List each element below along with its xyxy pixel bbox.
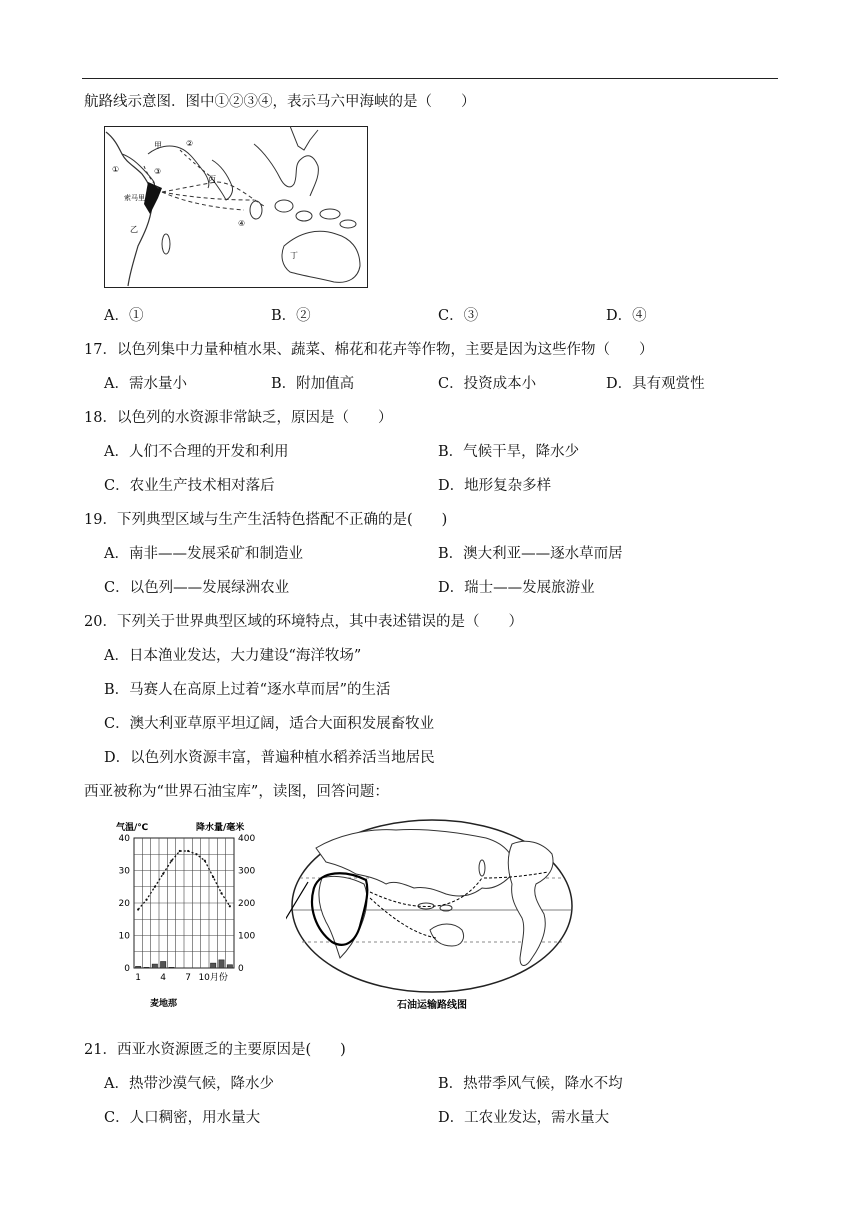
temp-point — [145, 899, 147, 901]
temp-point — [162, 873, 164, 875]
q20-option-c[interactable]: C．澳大利亚草原平坦辽阔，适合大面积发展畜牧业 — [104, 716, 435, 732]
q21-option-c[interactable]: C．人口稠密，用水量大 — [104, 1110, 261, 1126]
label-somali: 索马里 — [124, 194, 145, 202]
q20-option-b[interactable]: B．马赛人在高原上过着“逐水草而居”的生活 — [104, 682, 391, 698]
right-tick-label: 300 — [238, 866, 256, 877]
left-tick-label: 20 — [118, 899, 130, 909]
temp-point — [229, 905, 231, 907]
left-tick-label: 30 — [118, 866, 130, 877]
left-tick-label: 40 — [118, 834, 130, 844]
q17-option-b[interactable]: B．附加值高 — [271, 376, 355, 392]
precip-bar — [161, 962, 166, 969]
q21-stem: 21．西亚水资源匮乏的主要原因是( ) — [84, 1042, 346, 1058]
label-bing: 丙 — [208, 175, 216, 184]
month-tick-label: 10月份 — [198, 973, 228, 983]
label-circle-2: ② — [186, 139, 194, 148]
right-tick-label: 200 — [238, 899, 256, 909]
q21-option-a[interactable]: A．热带沙漠气候，降水少 — [104, 1076, 274, 1092]
world-map-caption: 石油运输路线图 — [397, 1000, 467, 1011]
q20-option-d[interactable]: D．以色列水资源丰富，普遍种植水稻养活当地居民 — [104, 750, 435, 766]
precip-bar — [211, 963, 216, 968]
q19-option-b[interactable]: B．澳大利亚——逐水草而居 — [438, 546, 623, 562]
q19-stem: 19．下列典型区域与生产生活特色搭配不正确的是( ) — [84, 512, 448, 528]
q16-option-a[interactable]: A．① — [104, 308, 144, 324]
q19-option-d[interactable]: D．瑞士——发展旅游业 — [438, 580, 595, 596]
temp-point — [170, 860, 172, 862]
precip-bar — [136, 966, 141, 968]
temp-point — [220, 892, 222, 894]
label-yi: 乙 — [130, 225, 138, 234]
precip-bar — [219, 960, 224, 968]
q18-option-a[interactable]: A．人们不合理的开发和利用 — [104, 444, 289, 460]
temp-point — [187, 850, 189, 852]
label-circle-3: ③ — [154, 167, 162, 176]
precip-bar — [227, 965, 232, 968]
precip-bar — [152, 964, 157, 968]
temp-point — [212, 876, 214, 878]
temp-axis-label: 气温/℃ — [116, 823, 149, 833]
q16-option-c[interactable]: C．③ — [438, 308, 479, 324]
q17-stem: 17．以色列集中力量种植水果、蔬菜、棉花和花卉等作物，主要是因为这些作物（ ） — [84, 342, 654, 358]
q18-option-c[interactable]: C．农业生产技术相对落后 — [104, 478, 275, 494]
q17-option-c[interactable]: C．投资成本小 — [438, 376, 537, 392]
q16-option-d[interactable]: D．④ — [606, 308, 647, 324]
q18-stem: 18．以色列的水资源非常缺乏，原因是（ ） — [84, 410, 393, 426]
precip-axis-label: 降水量/毫米 — [196, 823, 245, 833]
label-circle-1: ① — [112, 165, 120, 174]
month-tick-label: 4 — [160, 973, 167, 983]
chart-grid — [134, 838, 234, 968]
q16-option-b[interactable]: B．② — [271, 308, 311, 324]
label-circle-4: ④ — [238, 219, 246, 228]
oil-route-world-map — [286, 818, 576, 1016]
temp-point — [154, 886, 156, 888]
left-tick-label: 10 — [118, 931, 130, 942]
month-tick-label: 1 — [135, 973, 142, 983]
right-tick-label: 100 — [238, 931, 256, 942]
city-label: 麦地那 — [150, 999, 178, 1009]
precip-bar — [144, 967, 149, 968]
top-rule — [82, 78, 778, 79]
right-tick-label: 0 — [238, 964, 244, 974]
temp-point — [204, 860, 206, 862]
shipping-route-map — [104, 126, 368, 288]
q21-option-b[interactable]: B．热带季风气候，降水不均 — [438, 1076, 623, 1092]
q20-stem: 20．下列关于世界典型区域的环境特点，其中表述错误的是（ ） — [84, 614, 523, 630]
temp-point — [195, 853, 197, 855]
temp-point — [179, 850, 181, 852]
climate-chart — [112, 818, 282, 1016]
intro-line: 航路线示意图．图中①②③④，表示马六甲海峡的是（ ） — [84, 94, 476, 110]
passage: 西亚被称为“世界石油宝库”，读图，回答问题： — [84, 784, 389, 800]
q18-option-b[interactable]: B．气候干旱，降水少 — [438, 444, 580, 460]
q21-option-d[interactable]: D．工农业发达，需水量大 — [438, 1110, 610, 1126]
q17-option-d[interactable]: D．具有观赏性 — [606, 376, 705, 392]
right-tick-label: 400 — [238, 834, 256, 844]
precip-bar — [169, 967, 174, 968]
label-ding: 丁 — [290, 251, 298, 260]
temp-point — [137, 908, 139, 910]
label-jia: 甲 — [154, 141, 162, 150]
month-tick-label: 7 — [185, 973, 192, 983]
q19-option-a[interactable]: A．南非——发展采矿和制造业 — [104, 546, 303, 562]
q18-option-d[interactable]: D．地形复杂多样 — [438, 478, 552, 494]
q17-option-a[interactable]: A．需水量小 — [104, 376, 187, 392]
q20-option-a[interactable]: A．日本渔业发达，大力建设“海洋牧场” — [104, 648, 362, 664]
left-tick-label: 0 — [124, 964, 130, 974]
q19-option-c[interactable]: C．以色列——发展绿洲农业 — [104, 580, 290, 596]
